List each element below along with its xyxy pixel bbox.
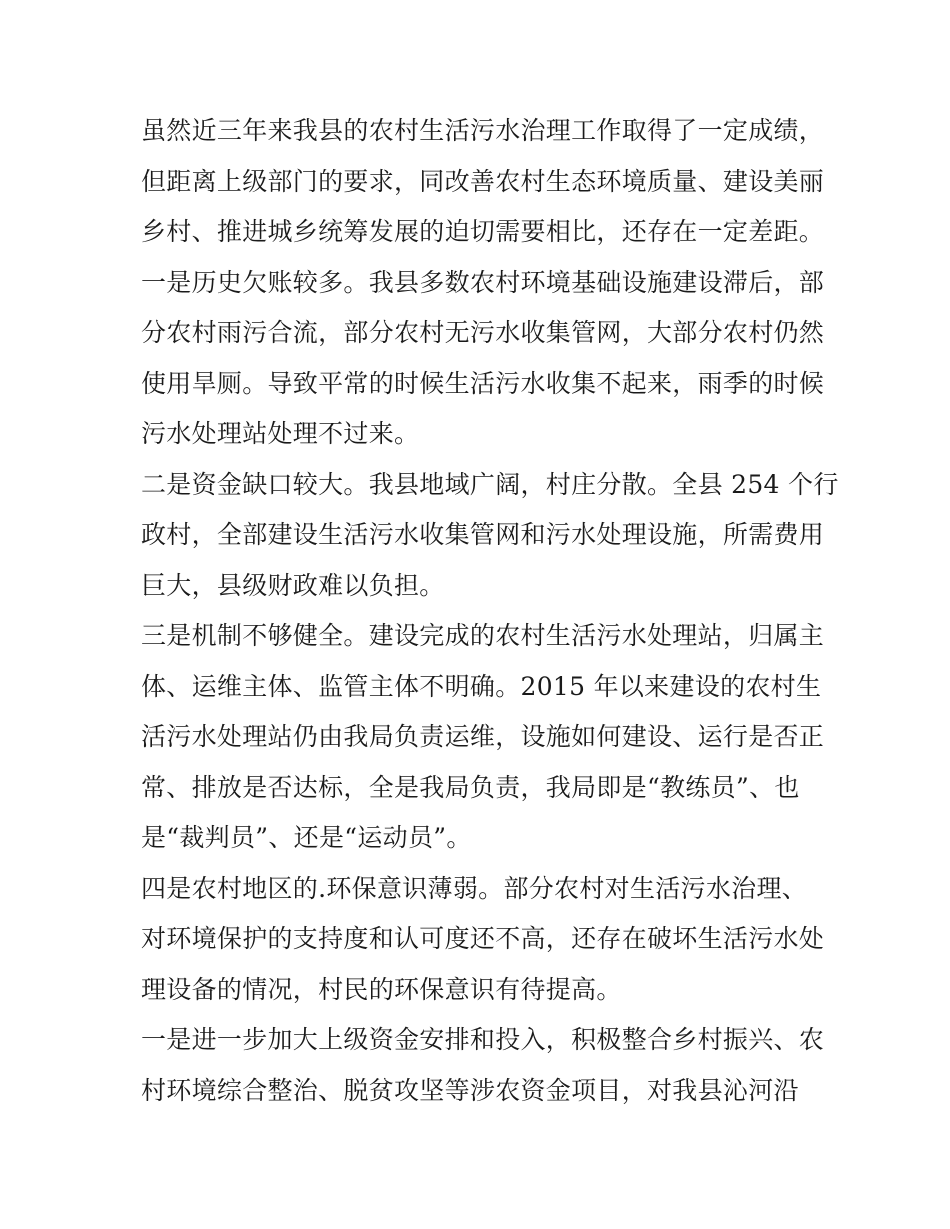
text-line-1: 虽然近三年来我县的农村生活污水治理工作取得了一定成绩， (141, 116, 825, 145)
text-line-18: 理设备的情况，村民的环保意识有待提高。 (141, 974, 622, 1004)
text-line-4: 一是历史欠账较多。我县多数农村环境基础设施建设滞后，部 (141, 267, 825, 297)
text-line-5: 分农村雨污合流，部分农村无污水收集管网，大部分农村仍然 (141, 318, 825, 347)
text-line-15: 是“裁判员”、还是“运动员”。 (141, 823, 472, 852)
text-line-2: 但距离上级部门的要求，同改善农村生态环境质量、建设美丽 (141, 166, 825, 196)
text-line-14: 常、排放是否达标，全是我局负责，我局即是“教练员”、也 (141, 772, 800, 802)
text-line-17: 对环境保护的支持度和认可度还不高，还存在破坏生活污水处 (141, 924, 825, 953)
text-line-6: 使用旱厕。导致平常的时候生活污水收集不起来，雨季的时候 (141, 368, 825, 398)
text-line-16: 四是农村地区的.环保意识薄弱。部分农村对生活污水治理、 (141, 873, 808, 903)
text-line-20: 村环境综合整治、脱贫攻坚等涉农资金项目，对我县沁河沿 (141, 1075, 799, 1105)
text-line-8: 二是资金缺口较大。我县地域广阔，村庄分散。全县 254 个行 (141, 469, 839, 499)
text-line-9: 政村，全部建设生活污水收集管网和污水处理设施，所需费用 (141, 520, 825, 549)
text-line-12: 体、运维主体、监管主体不明确。2015 年以来建设的农村生 (141, 671, 822, 701)
text-line-11: 三是机制不够健全。建设完成的农村生活污水处理站，归属主 (141, 621, 825, 650)
body-text (141, 106, 839, 1116)
text-line-10: 巨大，县级财政难以负担。 (141, 570, 445, 600)
text-line-13: 活污水处理站仍由我局负责运维，设施如何建设、运行是否正 (141, 722, 825, 751)
text-line-19: 一是进一步加大上级资金安排和投入，积极整合乡村振兴、农 (141, 1025, 825, 1054)
text-line-3: 乡村、推进城乡统筹发展的迫切需要相比，还存在一定差距。 (141, 217, 825, 246)
text-line-7: 污水处理站处理不过来。 (141, 419, 420, 448)
